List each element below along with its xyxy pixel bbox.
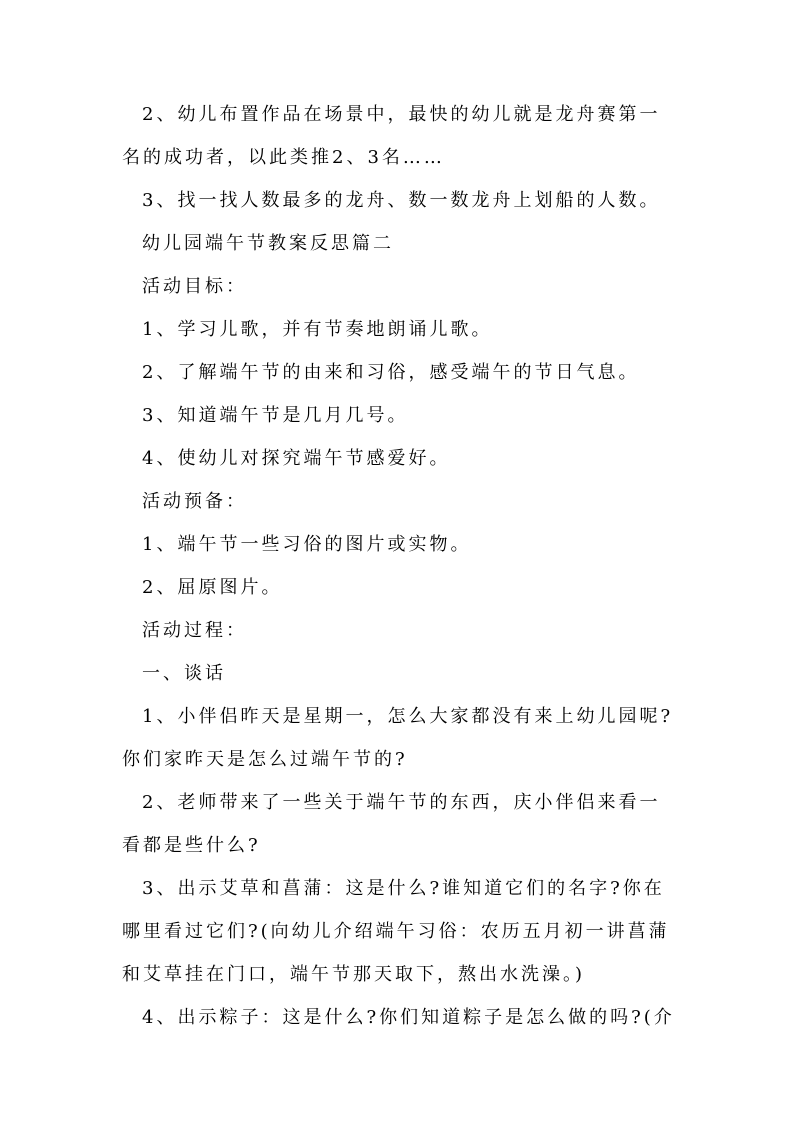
paragraph-line: 2、老师带来了一些关于端午节的东西，庆小伴侣来看一	[142, 792, 661, 813]
paragraph-line: 1、小伴侣昨天是星期一，怎么大家都没有来上幼儿园呢?	[142, 706, 674, 727]
list-item: 2、屈原图片。	[142, 577, 283, 598]
paragraph-line: 你们家昨天是怎么过端午节的?	[122, 749, 408, 770]
paragraph-line: 和艾草挂在门口，端午节那天取下，熬出水洗澡。)	[122, 964, 586, 985]
paragraph-line: 名的成功者，以此类推2、3名……	[122, 147, 445, 168]
list-item: 1、学习儿歌，并有节奏地朗诵儿歌。	[142, 319, 493, 340]
paragraph-line: 4、出示粽子：这是什么?你们知道粽子是怎么做的吗?(介	[142, 1007, 675, 1028]
section-heading: 幼儿园端午节教案反思篇二	[142, 233, 394, 254]
subheading: 活动目标：	[142, 276, 247, 297]
paragraph-line: 3、找一找人数最多的龙舟、数一数龙舟上划船的人数。	[142, 190, 661, 211]
paragraph-line: 哪里看过它们?(向幼儿介绍端午习俗：农历五月初一讲菖蒲	[122, 921, 670, 942]
subheading: 活动预备：	[142, 491, 247, 512]
paragraph-line: 看都是些什么?	[122, 835, 261, 856]
paragraph-line: 3、出示艾草和菖蒲：这是什么?谁知道它们的名字?你在	[142, 878, 665, 899]
list-item: 1、端午节一些习俗的图片或实物。	[142, 534, 472, 555]
list-item: 4、使幼儿对探究端午节感爱好。	[142, 448, 451, 469]
list-item: 2、了解端午节的由来和习俗，感受端午的节日气息。	[142, 362, 640, 383]
subheading: 活动过程：	[142, 620, 247, 641]
subheading: 一、谈话	[142, 663, 226, 684]
paragraph-line: 2、幼儿布置作品在场景中，最快的幼儿就是龙舟赛第一	[142, 104, 661, 125]
list-item: 3、知道端午节是几月几号。	[142, 405, 409, 426]
